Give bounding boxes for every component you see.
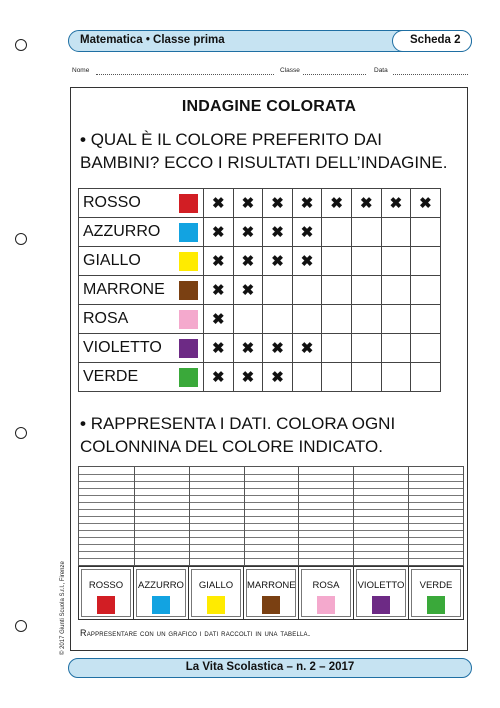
vote-mark: ✖ <box>411 189 441 218</box>
color-swatch <box>179 339 198 358</box>
legend-label: MARRONE <box>247 580 296 591</box>
empty-cell <box>233 305 263 334</box>
class-field[interactable] <box>303 74 366 75</box>
legend-cell <box>244 567 299 619</box>
empty-cell <box>351 363 381 392</box>
grid-line <box>79 509 463 510</box>
empty-cell <box>411 247 441 276</box>
name-field[interactable] <box>96 74 274 75</box>
grid-line <box>79 488 463 489</box>
grid-line <box>79 495 463 496</box>
table-row <box>79 305 441 334</box>
instruction-text <box>80 412 465 458</box>
grid-column-divider <box>244 467 245 565</box>
color-swatch-cell <box>174 363 204 392</box>
legend-swatch <box>152 596 170 614</box>
vote-mark: ✖ <box>204 305 234 334</box>
color-name: VERDE <box>79 363 174 392</box>
empty-cell <box>411 363 441 392</box>
color-name: GIALLO <box>79 247 174 276</box>
color-swatch-cell <box>174 305 204 334</box>
vote-mark: ✖ <box>263 218 293 247</box>
legend-swatch <box>262 596 280 614</box>
color-name: MARRONE <box>79 276 174 305</box>
empty-cell <box>322 363 352 392</box>
color-swatch <box>179 223 198 242</box>
date-field[interactable] <box>393 74 468 75</box>
magazine-title: La Vita Scolastica – n. 2 – 2017 <box>185 661 355 673</box>
empty-cell <box>351 334 381 363</box>
table-row <box>79 334 441 363</box>
vote-mark: ✖ <box>233 276 263 305</box>
grid-line <box>79 558 463 559</box>
legend-cell-border <box>356 569 406 617</box>
grid-line <box>79 502 463 503</box>
color-swatch <box>179 281 198 300</box>
grid-column-divider <box>134 467 135 565</box>
vote-mark: ✖ <box>204 334 234 363</box>
color-name: AZZURRO <box>79 218 174 247</box>
binder-hole <box>15 233 27 245</box>
legend-swatch <box>372 596 390 614</box>
color-name: VIOLETTO <box>79 334 174 363</box>
legend-cell-border <box>136 569 186 617</box>
color-swatch-cell <box>174 334 204 363</box>
subject-title: Matematica • Classe prima <box>80 34 225 46</box>
empty-cell <box>351 305 381 334</box>
empty-cell <box>292 276 322 305</box>
legend-label: AZZURRO <box>138 580 184 591</box>
legend-label: GIALLO <box>198 580 234 591</box>
legend-swatch <box>207 596 225 614</box>
table-row <box>79 218 441 247</box>
color-swatch <box>179 368 198 387</box>
legend-cell-border <box>191 569 241 617</box>
empty-cell <box>322 247 352 276</box>
grid-line <box>79 481 463 482</box>
grid-line <box>79 523 463 524</box>
grid-column-divider <box>408 467 409 565</box>
empty-cell <box>381 363 411 392</box>
vote-mark: ✖ <box>233 189 263 218</box>
color-swatch-cell <box>174 218 204 247</box>
binder-hole <box>15 39 27 51</box>
vote-mark: ✖ <box>322 189 352 218</box>
instruction-label: RAPPRESENTA I DATI. COLORA OGNI COLONNINA DEL COLORE INDICATO. <box>80 414 396 456</box>
grid-line <box>79 551 463 552</box>
legend-label: ROSSO <box>88 580 124 591</box>
empty-cell <box>263 276 293 305</box>
legend-cell-border <box>411 569 461 617</box>
legend-cell <box>354 567 409 619</box>
vote-mark: ✖ <box>292 189 322 218</box>
empty-cell <box>381 334 411 363</box>
vote-mark: ✖ <box>233 218 263 247</box>
question-label: QUAL È IL COLORE PREFERITO DAI BAMBINI? ECCO I RISULTATI DELL’INDAGINE. <box>80 130 448 172</box>
legend-label: VIOLETTO <box>357 580 405 591</box>
empty-cell <box>351 247 381 276</box>
vote-mark: ✖ <box>292 247 322 276</box>
grid-line <box>79 530 463 531</box>
empty-cell <box>322 276 352 305</box>
empty-cell <box>292 305 322 334</box>
vote-mark: ✖ <box>233 363 263 392</box>
empty-cell <box>411 334 441 363</box>
survey-table <box>78 188 441 392</box>
vote-mark: ✖ <box>204 189 234 218</box>
vote-mark: ✖ <box>263 334 293 363</box>
footer-note: Rappresentare con un grafico i dati raccolti in una tabella. <box>80 628 311 638</box>
table-row <box>79 247 441 276</box>
vote-mark: ✖ <box>204 363 234 392</box>
bullet: • <box>80 130 86 149</box>
vote-mark: ✖ <box>351 189 381 218</box>
empty-cell <box>322 218 352 247</box>
legend-label: ROSA <box>312 580 340 591</box>
color-swatch <box>179 194 198 213</box>
empty-cell <box>351 276 381 305</box>
empty-cell <box>381 218 411 247</box>
vote-mark: ✖ <box>204 218 234 247</box>
table-row <box>79 363 441 392</box>
vote-mark: ✖ <box>263 363 293 392</box>
vote-mark: ✖ <box>263 189 293 218</box>
empty-cell <box>322 334 352 363</box>
empty-cell <box>411 305 441 334</box>
legend-cell-border <box>246 569 296 617</box>
grid-column-divider <box>353 467 354 565</box>
empty-cell <box>292 363 322 392</box>
empty-cell <box>381 247 411 276</box>
color-swatch-cell <box>174 189 204 218</box>
vote-mark: ✖ <box>204 247 234 276</box>
vote-mark: ✖ <box>263 247 293 276</box>
name-label: Nome <box>72 67 90 74</box>
legend-swatch <box>97 596 115 614</box>
empty-cell <box>411 276 441 305</box>
copyright: © 2017 Giunti Scuola S.r.l., Firenze <box>60 561 66 655</box>
class-label: Classe <box>280 67 300 74</box>
grid-column-divider <box>298 467 299 565</box>
grid-line <box>79 516 463 517</box>
bar-graph-grid[interactable] <box>78 466 464 566</box>
vote-mark: ✖ <box>292 218 322 247</box>
vote-mark: ✖ <box>292 334 322 363</box>
empty-cell <box>411 218 441 247</box>
empty-cell <box>322 305 352 334</box>
legend-cell-border <box>81 569 131 617</box>
color-swatch <box>179 252 198 271</box>
grid-line <box>79 544 463 545</box>
color-name: ROSA <box>79 305 174 334</box>
vote-mark: ✖ <box>381 189 411 218</box>
graph-legend <box>78 566 464 620</box>
color-swatch-cell <box>174 247 204 276</box>
grid-column-divider <box>189 467 190 565</box>
grid-line <box>79 537 463 538</box>
empty-cell <box>381 305 411 334</box>
sheet-label: Scheda 2 <box>410 34 461 46</box>
legend-cell <box>189 567 244 619</box>
empty-cell <box>351 218 381 247</box>
color-swatch <box>179 310 198 329</box>
worksheet-title: INDAGINE COLORATA <box>181 98 357 115</box>
date-label: Data <box>374 67 388 74</box>
legend-cell-border <box>301 569 351 617</box>
legend-cell <box>79 567 134 619</box>
empty-cell <box>263 305 293 334</box>
legend-cell <box>409 567 463 619</box>
color-swatch-cell <box>174 276 204 305</box>
legend-swatch <box>427 596 445 614</box>
table-row <box>79 189 441 218</box>
table-row <box>79 276 441 305</box>
grid-line <box>79 474 463 475</box>
legend-cell <box>299 567 354 619</box>
binder-hole <box>15 620 27 632</box>
legend-cell <box>134 567 189 619</box>
legend-swatch <box>317 596 335 614</box>
vote-mark: ✖ <box>233 334 263 363</box>
binder-hole <box>15 427 27 439</box>
vote-mark: ✖ <box>204 276 234 305</box>
color-name: ROSSO <box>79 189 174 218</box>
bullet: • <box>80 414 86 433</box>
vote-mark: ✖ <box>233 247 263 276</box>
legend-label: VERDE <box>419 580 453 591</box>
empty-cell <box>381 276 411 305</box>
question-text <box>80 128 465 174</box>
